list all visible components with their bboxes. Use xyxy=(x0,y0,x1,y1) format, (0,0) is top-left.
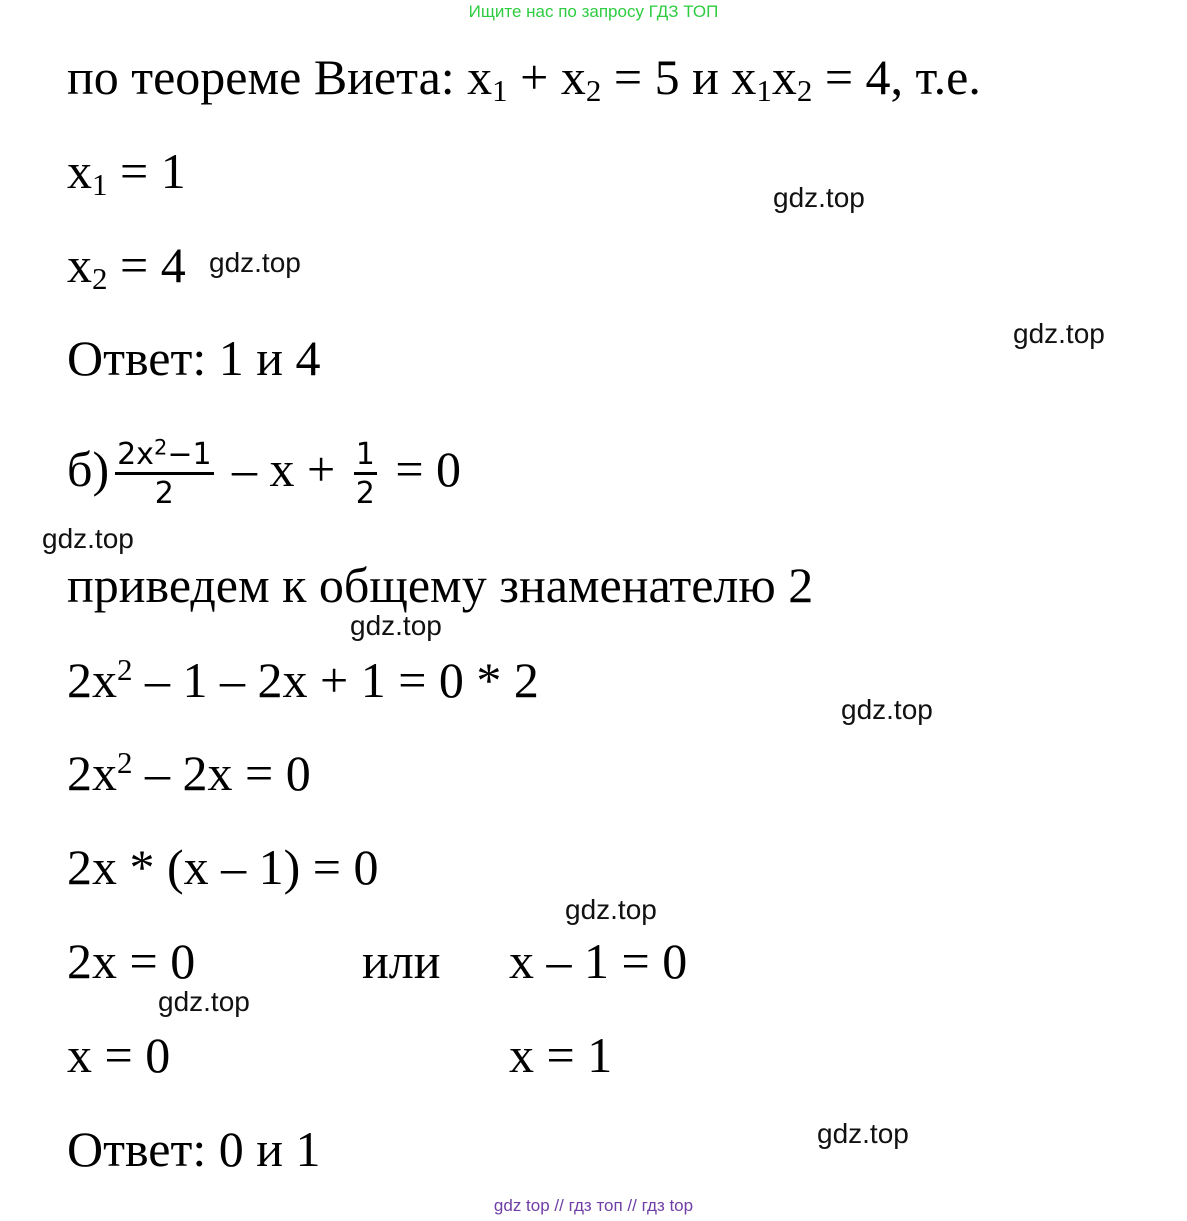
root-x2-line xyxy=(67,237,186,296)
term-rest: – 1 – 2x + 1 = 0 * 2 xyxy=(132,652,539,708)
watermark: gdz.top xyxy=(841,694,933,725)
term-rest: – 2x = 0 xyxy=(132,745,311,801)
num-base: 2x xyxy=(117,437,154,472)
watermark: gdz.top xyxy=(817,1118,909,1149)
answer-line-2: Ответ: 0 и 1 xyxy=(67,1121,321,1177)
subscript: 1 xyxy=(756,72,772,108)
vieta-line xyxy=(67,49,981,108)
subscript: 2 xyxy=(796,72,813,108)
root-value: = 1 xyxy=(107,143,186,199)
subscript: 2 xyxy=(585,72,602,108)
step-2-line xyxy=(67,744,311,801)
part-label: б) xyxy=(67,440,110,497)
step-5-line xyxy=(67,1027,613,1083)
equation-middle: – x + xyxy=(219,440,348,497)
watermark: gdz.top xyxy=(565,894,657,925)
watermark: gdz.top xyxy=(42,523,134,554)
fraction-2 xyxy=(354,437,377,511)
step-4-line xyxy=(67,933,688,989)
top-banner: Ищите нас по запросу ГДЗ ТОП xyxy=(468,2,719,21)
exponent: 2 xyxy=(117,651,133,687)
fraction-numerator: 1 xyxy=(354,440,377,475)
product-result: = 4, т.е. xyxy=(812,49,981,105)
fraction-denominator: 2 xyxy=(355,476,375,511)
equation-end: = 0 xyxy=(382,440,462,497)
watermark: gdz.top xyxy=(350,610,442,641)
fraction-numerator xyxy=(115,435,213,475)
exponent: 2 xyxy=(153,435,168,460)
var-x: x xyxy=(731,49,757,105)
term: 2x xyxy=(67,745,117,801)
fraction-1 xyxy=(115,435,213,511)
step-4-right: x – 1 = 0 xyxy=(509,933,688,989)
subscript: 1 xyxy=(492,72,508,108)
bottom-banner: gdz top // гдз топ // гдз top xyxy=(493,1196,694,1215)
watermark: gdz.top xyxy=(158,986,250,1017)
step-4-or: или xyxy=(362,933,441,989)
plus-text: + xyxy=(507,49,561,105)
answer-line-1: Ответ: 1 и 4 xyxy=(67,330,321,386)
exponent: 2 xyxy=(117,744,133,780)
common-denominator-line: приведем к общему знаменателю 2 xyxy=(67,557,814,613)
watermark: gdz.top xyxy=(1013,318,1105,349)
root-x1-line xyxy=(67,143,186,202)
subscript: 2 xyxy=(92,260,108,296)
var-x: x xyxy=(467,49,493,105)
sum-result: = 5 и xyxy=(601,49,732,105)
step-4-left: 2x = 0 xyxy=(67,933,196,989)
num-rest: −1 xyxy=(167,437,212,472)
step-1-line xyxy=(67,651,539,708)
equation-b-line xyxy=(67,435,462,511)
term: 2x xyxy=(67,652,117,708)
root-value: = 4 xyxy=(107,237,186,293)
vieta-prefix: по теореме Виета: xyxy=(67,49,468,105)
step-5-right: x = 1 xyxy=(509,1027,613,1083)
step-5-left: x = 0 xyxy=(67,1027,171,1083)
var-x: x xyxy=(67,143,92,199)
var-x: x xyxy=(771,49,797,105)
step-3-line: 2x * (x – 1) = 0 xyxy=(67,839,379,895)
var-x: x xyxy=(67,237,92,293)
var-x: x xyxy=(560,49,586,105)
subscript: 1 xyxy=(92,166,108,202)
fraction-denominator: 2 xyxy=(154,476,174,511)
watermark: gdz.top xyxy=(773,182,865,213)
watermark: gdz.top xyxy=(209,247,301,278)
